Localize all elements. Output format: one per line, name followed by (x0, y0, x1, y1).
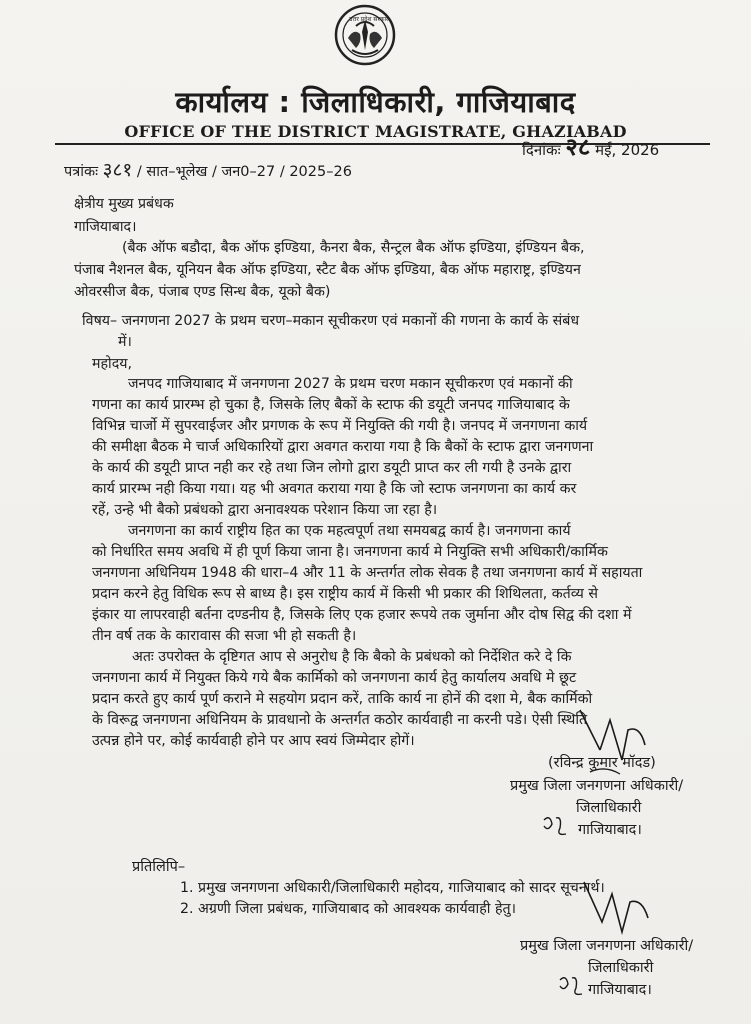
date-month-year: मई, 2026 (595, 141, 660, 159)
reference-number (64, 156, 352, 182)
initials-scrawl-1 (540, 812, 576, 840)
date-day: २८ (565, 133, 591, 161)
copy-label: प्रतिलिपि– (132, 859, 186, 875)
signatory-place: गाजियाबाद। (578, 822, 642, 838)
copy-signatory-place: गाजियाबाद। (588, 982, 652, 998)
body-line: तीन वर्ष तक के कारावास की सजा भी हो सकती है। (92, 628, 357, 644)
body-line: गणना का कार्य प्रारम्भ हो चुका है, जिसके लिए बैकों के स्टाफ की डयूटी जनपद गाजियाबाद के (92, 397, 570, 413)
body-line: विभिन्न चार्जो में सुपरवाईजर और प्रगणक के रूप में नियुक्ति की गयी है। जनपद में जनगणना कार्य (92, 418, 588, 434)
salutation: महोदय, (92, 356, 132, 372)
emblem-text: उत्तर प्रदेश सरकार (349, 16, 389, 23)
addressee-line-1: क्षेत्रीय मुख्य प्रबंधक (74, 196, 174, 212)
reference-label: पत्रांकः (64, 164, 99, 180)
body-line: जनगणना अधिनियम 1948 की धारा–4 और 11 के अन्तर्गत लोक सेवक है तथा जनगणना कार्य में सहायता (92, 565, 643, 581)
letter-date (522, 130, 659, 163)
body-line: जनगणना कार्य में नियुक्त किये गये बैक कार्मिको को जनगणना कार्य हेतु कार्यालय अवधि मे छूट (92, 670, 577, 686)
body-line: अतः उपरोक्त के दृष्टिगत आप से अनुरोध है कि बैको के प्रबंधको को निर्देशित करे दे कि (132, 649, 572, 665)
up-govt-emblem-icon (334, 4, 396, 66)
body-line: उत्पन्न होने पर, कोई कार्यवाही होने पर आप स्वयं जिम्मेदार होगें। (92, 733, 415, 749)
body-line: कार्य प्रारम्भ नही किया गया। यह भी अवगत कराया गया है कि जो स्टाफ जनगणना का कार्य कर (92, 481, 577, 497)
body-line: के कार्य की डयूटी प्राप्त नही कर रहे तथा जिन लोगो द्वारा डयूटी प्राप्त कर ली गयी है उनके द्वारा (92, 460, 572, 476)
signatory-name: (रविन्द्र कुमार मॉदड) (548, 755, 656, 771)
subject-line-2: में। (118, 334, 132, 350)
body-line: प्रदान करने हेतु विधिक रूप से बाध्य है। इस राष्ट्रीय कार्य में किसी भी प्रकार की शिथिलता, कर्तव्य से (92, 586, 598, 602)
body-line: की समीक्षा बैठक मे चार्ज अधिकारियों द्वारा अवगत कराया गया है कि बैकों के स्टाफ द्वारा जनगणना (92, 439, 594, 455)
addressee-banks-1: (बैक ऑफ बडौदा, बैक ऑफ इण्डिया, कैनरा बैक, सैन्ट्रल बैक ऑफ इण्डिया, इंण्डियन बैक, (122, 240, 585, 256)
copy-signatory-designation-1: प्रमुख जिला जनगणना अधिकारी/ (520, 938, 694, 954)
body-line: जनपद गाजियाबाद में जनगणना 2027 के प्रथम चरण मकान सूचीकरण एवं मकानों की (128, 376, 573, 392)
signatory-designation-1: प्रमुख जिला जनगणना अधिकारी/ (510, 778, 684, 794)
office-title-hindi: कार्यालय : जिलाधिकारी, गाजियाबाद (175, 85, 576, 119)
body-line: रहें, उन्हे भी बैको प्रबंधको द्वारा अनावश्यक परेशान किया जा रहा है। (92, 502, 438, 518)
signatory-designation-2: जिलाधिकारी (576, 800, 642, 816)
addressee-banks-3: ओवरसीज बैक, पंजाब एण्ड सिन्ध बैक, यूको बैक) (74, 284, 331, 300)
copy-item-2: 2. अग्रणी जिला प्रबंधक, गाजियाबाद को आवश्यक कार्यवाही हेतु। (180, 901, 516, 917)
copy-signatory-designation-2: जिलाधिकारी (588, 960, 654, 976)
copy-item-1: 1. प्रमुख जनगणना अधिकारी/जिलाधिकारी महोदय, गाजियाबाद को सादर सूचनार्थ। (180, 880, 605, 896)
addressee-line-2: गाजियाबाद। (74, 219, 137, 235)
initials-scrawl-2 (556, 972, 592, 1000)
body-line: को निर्धारित समय अवधि में ही पूर्ण किया जाना है। जनगणना कार्य मे नियुक्ति सभी अधिकारी/कार्मिक (92, 544, 608, 560)
addressee-banks-2: पंजाब नैशनल बैक, यूनियन बैक ऑफ इण्डिया, स्टैट बैक ऑफ इण्डिया, बैक ऑफ महाराष्ट्र, इण्डियन (74, 262, 581, 278)
reference-handwritten-number: ३८१ (102, 159, 133, 181)
body-line: के विरूद्व जनगणना अधिनियम के प्रावधानो के अन्तर्गत कठोर कार्यवाही ना करनी पडे। ऐसी स्थिति (92, 712, 588, 728)
body-line: प्रदान करते हुए कार्य पूर्ण कराने मे सहयोग प्रदान करें, ताकि कार्य ना होनें की दशा मे, बैक कार्मिको (92, 691, 593, 707)
subject-line-1: विषय– जनगणना 2027 के प्रथम चरण–मकान सूचीकरण एवं मकानों की गणना के कार्य के संबंध (82, 313, 580, 329)
date-label: दिनांकः (522, 141, 561, 159)
office-title-english: OFFICE OF THE DISTRICT MAGISTRATE, GHAZIABAD (124, 122, 627, 141)
body-line: इंकार या लापरवाही बर्तना दण्डनीय है, जिसके लिए एक हजार रूपये तक जुर्माना और दोष सिद्व की दशा में (92, 607, 632, 623)
reference-rest: / सात–भूलेख / जन0–27 / 2025–26 (136, 164, 352, 180)
body-line: जनगणना का कार्य राष्ट्रीय हित का एक महत्वपूर्ण तथा समयबद्व कार्य है। जनगणना कार्य (128, 523, 571, 539)
